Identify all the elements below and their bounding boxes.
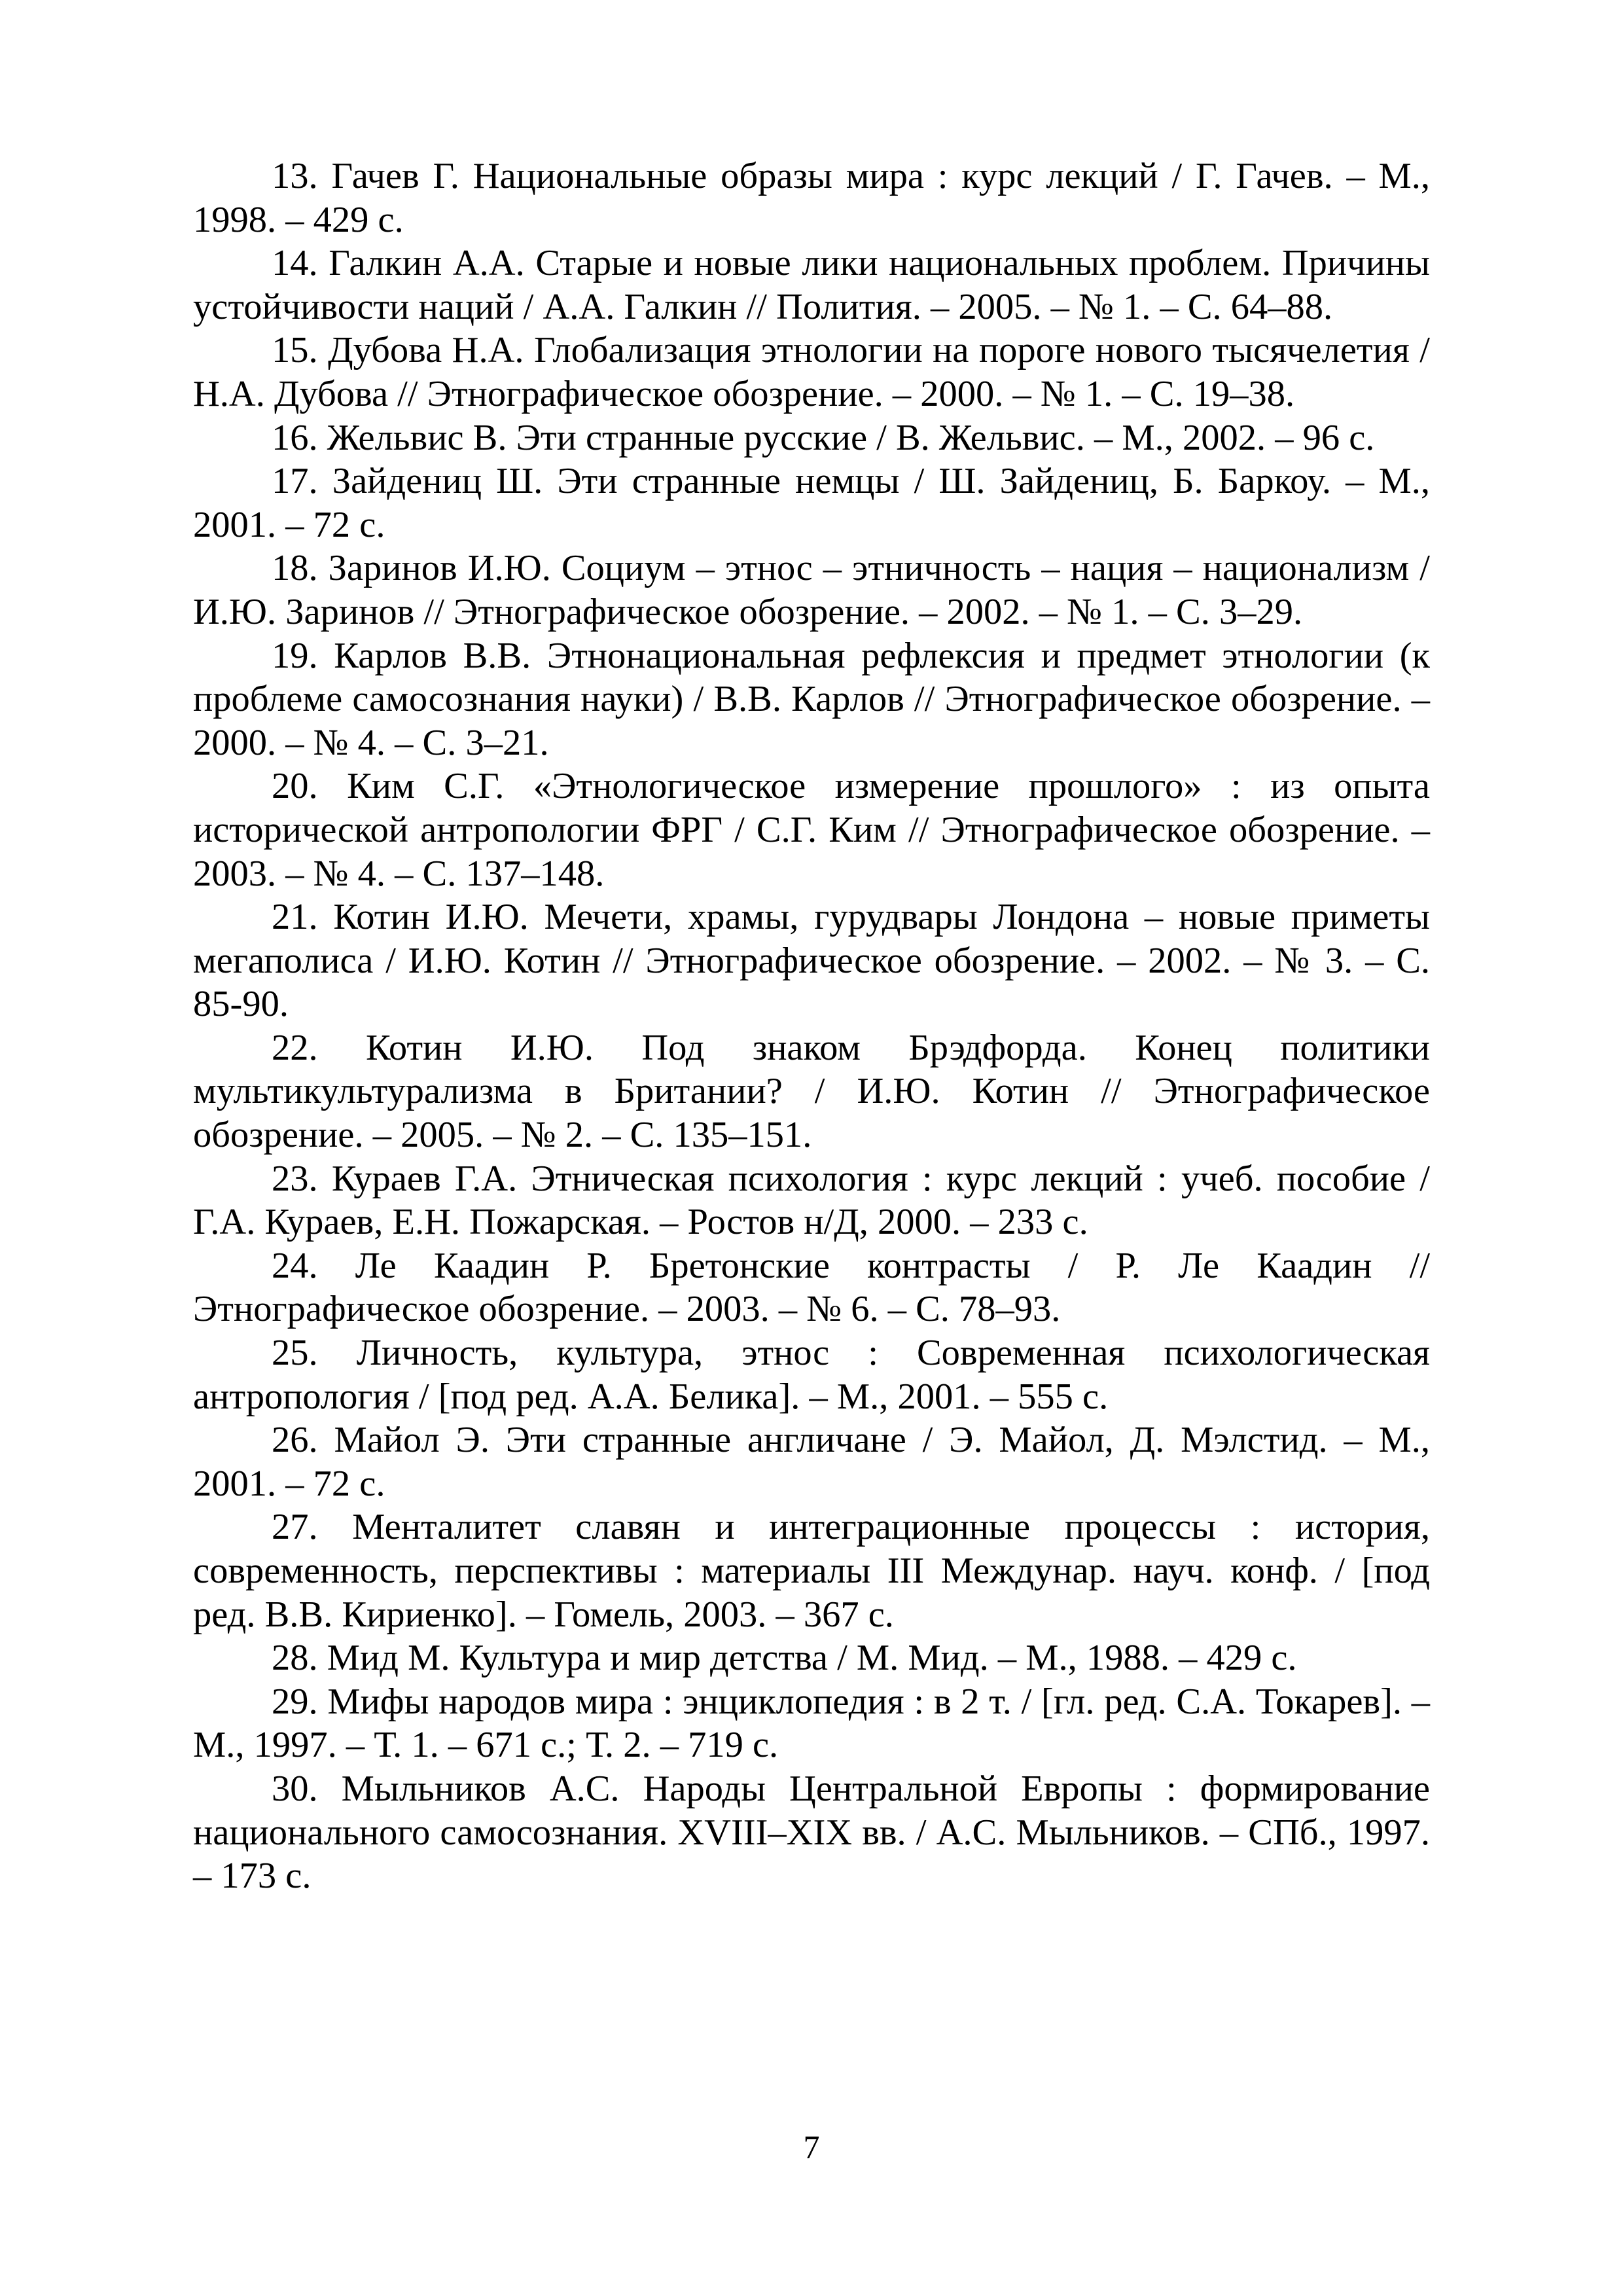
- reference-text: Гачев Г. Национальные образы мира : курс лекций / Г. Гачев. – М., 1998. – 429 с.: [193, 156, 1430, 240]
- reference-item: [193, 764, 1430, 895]
- reference-number: 17.: [272, 461, 318, 502]
- reference-text: Менталитет славян и интеграционные процессы : история, современность, перспективы : материалы III Междунар. науч. конф. / [под ред. В.В. Кириенко]. – Гомель, 2003. – 367 с.: [193, 1507, 1430, 1635]
- reference-item: [193, 242, 1430, 329]
- reference-text: Ким С.Г. «Этнологическое измерение прошлого» : из опыта исторической антропологии ФРГ / С.Г. Ким // Этнографическое обозрение. – 2003. – № 4. – С. 137–148.: [193, 766, 1431, 894]
- reference-list: [193, 154, 1430, 1898]
- reference-item: [193, 329, 1430, 416]
- reference-text: Карлов В.В. Этнонациональная рефлексия и предмет этнологии (к проблеме самосознания науки) / В.В. Карлов // Этнографическое обозрение. – 2000. – № 4. – С. 3–21.: [193, 635, 1430, 763]
- reference-number: 30.: [272, 1768, 318, 1809]
- reference-text: Мид М. Культура и мир детства / М. Мид. – М., 1988. – 429 с.: [327, 1638, 1297, 1679]
- reference-text: Жельвис В. Эти странные русские / В. Жельвис. – М., 2002. – 96 с.: [327, 417, 1375, 458]
- reference-item: [193, 1244, 1430, 1331]
- reference-number: 26.: [272, 1420, 318, 1461]
- reference-item: [193, 1157, 1430, 1244]
- reference-number: 24.: [272, 1245, 318, 1286]
- reference-number: 16.: [272, 417, 318, 458]
- reference-number: 23.: [272, 1158, 318, 1199]
- reference-text: Мифы народов мира : энциклопедия : в 2 т. / [гл. ред. С.А. Токарев]. – М., 1997. – Т. 1. – 671 с.; Т. 2. – 719 с.: [193, 1681, 1431, 1766]
- reference-text: Галкин А.А. Старые и новые лики национальных проблем. Причины устойчивости наций / А.А. Галкин // Полития. – 2005. – № 1. – С. 64–88.: [193, 243, 1431, 327]
- reference-number: 20.: [272, 766, 318, 807]
- reference-number: 21.: [272, 897, 318, 938]
- reference-item: [193, 1636, 1430, 1680]
- reference-text: Заринов И.Ю. Социум – этнос – этничность – нация – национализм / И.Ю. Заринов // Этнографическое обозрение. – 2002. – № 1. – С. 3–29.: [193, 548, 1430, 632]
- reference-text: Котин И.Ю. Под знаком Брэдфорда. Конец политики мультикультурализма в Британии? / И.Ю. Котин // Этнографическое обозрение. – 2005. – № 2. – С. 135–151.: [193, 1027, 1431, 1156]
- reference-number: 29.: [272, 1681, 318, 1722]
- reference-item: [193, 547, 1430, 634]
- reference-number: 15.: [272, 330, 318, 371]
- reference-item: [193, 416, 1430, 460]
- reference-number: 22.: [272, 1027, 318, 1068]
- reference-text: Мыльников А.С. Народы Центральной Европы : формирование национального самосознания. XVIII–XIX вв. / А.С. Мыльников. – СПб., 1997. – 173 с.: [193, 1768, 1431, 1897]
- reference-text: Зайдениц Ш. Эти странные немцы / Ш. Зайдениц, Б. Баркоу. – М., 2001. – 72 с.: [193, 461, 1431, 545]
- reference-number: 25.: [272, 1333, 318, 1374]
- reference-item: [193, 1331, 1430, 1418]
- reference-item: [193, 634, 1430, 765]
- reference-item: [193, 895, 1430, 1026]
- reference-text: Кураев Г.А. Этническая психология : курс лекций : учеб. пособие / Г.А. Кураев, Е.Н. Пожарская. – Ростов н/Д, 2000. – 233 с.: [193, 1158, 1431, 1243]
- reference-number: 27.: [272, 1507, 318, 1548]
- reference-item: [193, 1767, 1430, 1898]
- reference-item: [193, 1505, 1430, 1636]
- reference-text: Ле Каадин Р. Бретонские контрасты / Р. Ле Каадин // Этнографическое обозрение. – 2003. – № 6. – С. 78–93.: [193, 1245, 1431, 1330]
- reference-text: Дубова Н.А. Глобализация этнологии на пороге нового тысячелетия / Н.А. Дубова // Этнографическое обозрение. – 2000. – № 1. – С. 19–38.: [193, 330, 1430, 414]
- reference-number: 28.: [272, 1638, 318, 1679]
- reference-text: Майол Э. Эти странные англичане / Э. Майол, Д. Мэлстид. – М., 2001. – 72 с.: [193, 1420, 1430, 1504]
- page-number: 7: [803, 2128, 820, 2165]
- reference-number: 14.: [272, 243, 318, 284]
- reference-number: 19.: [272, 635, 318, 676]
- reference-item: [193, 1680, 1430, 1767]
- reference-number: 18.: [272, 548, 318, 589]
- reference-item: [193, 1418, 1430, 1505]
- reference-item: [193, 154, 1430, 242]
- reference-number: 13.: [272, 156, 318, 196]
- reference-text: Котин И.Ю. Мечети, храмы, гурудвары Лондона – новые приметы мегаполиса / И.Ю. Котин // Этнографическое обозрение. – 2002. – № 3. – С. 85-90.: [193, 897, 1431, 1025]
- reference-item: [193, 459, 1430, 547]
- reference-text: Личность, культура, этнос : Современная психологическая антропология / [под ред. А.А. Белика]. – М., 2001. – 555 с.: [193, 1333, 1431, 1417]
- reference-item: [193, 1026, 1430, 1157]
